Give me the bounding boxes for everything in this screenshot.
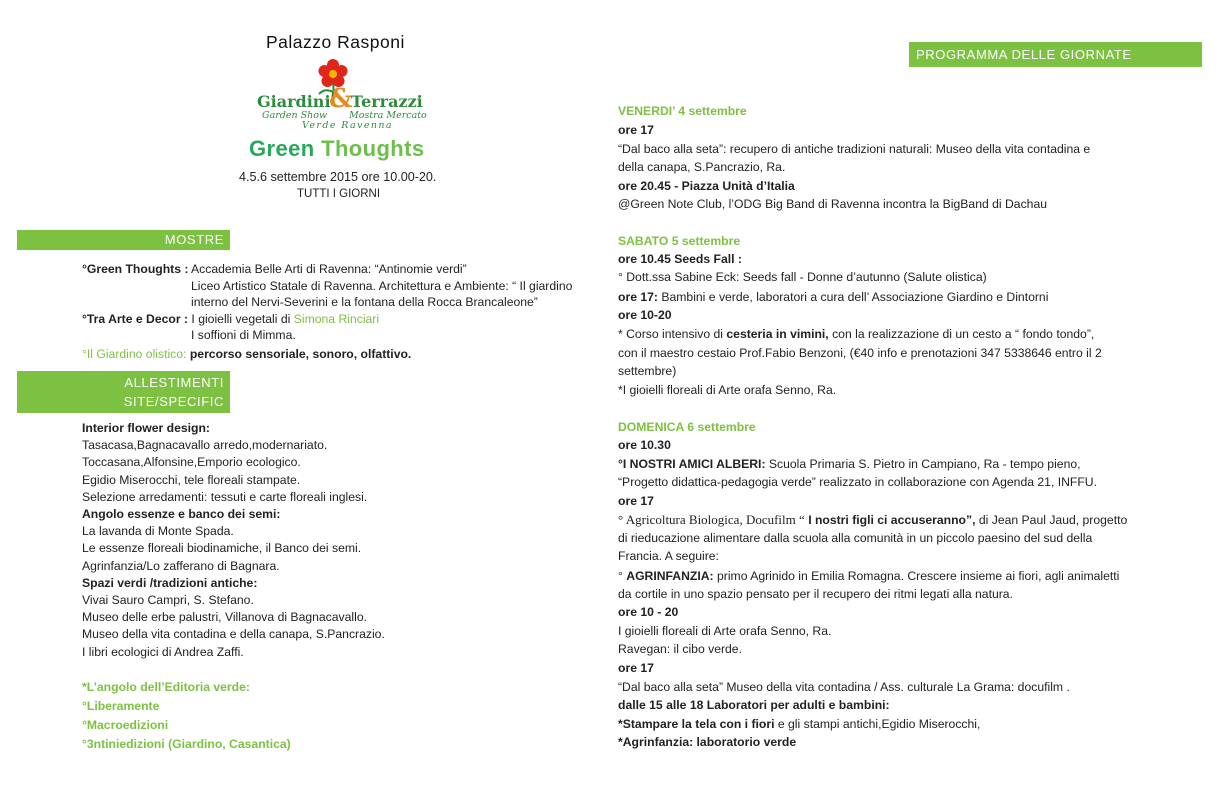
allestimenti-list: [82, 420, 385, 661]
program-line: dalle 15 alle 18 Laboratori per adulti e bambini:: [618, 698, 890, 712]
editoria-item: °Macroedizioni: [82, 718, 169, 732]
allestimenti-item: Egidio Miserocchi, tele floreali stampate.: [82, 472, 301, 487]
program-line: con il maestro cestaio Prof.Fabio Benzoni, (€40 info e prenotazioni 347 5338646 entro il 2: [618, 346, 1102, 360]
mostre-line: Liceo Artistico Statale di Ravenna. Architettura e Ambiente: “ Il giardino: [191, 279, 573, 293]
program-text-inline: Scuola Primaria S. Pietro in Campiano, Ra - tempo pieno,: [768, 457, 1081, 471]
program-line: [618, 567, 1119, 585]
program-text-inline: °: [618, 569, 623, 583]
program-time: ore 20.45 - Piazza Unità d’Italia: [618, 179, 795, 193]
day-heading-venerdi: VENERDI’ 4 settembre: [618, 104, 747, 118]
program-line: “Dal baco alla seta” Museo della vita contadina / Ass. culturale La Grama: docufilm .: [618, 680, 1070, 694]
program-time-inline: ore 17:: [618, 290, 658, 304]
logo-sub-verde-ravenna: Verde Ravenna: [302, 120, 393, 131]
program-time: ore 10 - 20: [618, 605, 679, 619]
program-highlight-inline: °I NOSTRI AMICI ALBERI:: [618, 457, 766, 471]
program-line: @Green Note Club, l’ODG Big Band di Ravenna incontra la BigBand di Dachau: [618, 197, 1048, 211]
mostre-green-thoughts-label: °Green Thoughts :: [82, 262, 189, 276]
program-text-inline: primo Agrinido in Emilia Romagna. Crescere insieme ai fiori, agli animaletti: [717, 569, 1120, 583]
section-header-programma: [909, 42, 1202, 67]
mostre-line: Accademia Belle Arti di Ravenna: “Antinomie verdi”: [191, 262, 467, 276]
section-header-mostre-label: MOSTRE: [164, 232, 224, 247]
editoria-list: [82, 678, 291, 754]
logo-sub-mostra-mercato: Mostra Mercato: [349, 110, 427, 121]
allestimenti-item: Spazi verdi /tradizioni antiche:: [82, 575, 258, 590]
mostre-giardino-olistico-label: °Il Giardino olistico:: [82, 347, 187, 361]
program-line: ° Dott.ssa Sabine Eck: Seeds fall - Donne d’autunno (Salute olistica): [618, 270, 987, 284]
program-line: Francia. A seguire:: [618, 549, 719, 563]
program-line: Ravegan: il cibo verde.: [618, 642, 742, 656]
allestimenti-item: Toccasana,Alfonsine,Emporio ecologico.: [82, 455, 301, 470]
program-line: [618, 455, 1081, 473]
section-header-programma-label: PROGRAMMA DELLE GIORNATE: [916, 47, 1132, 62]
program-line: I gioielli floreali di Arte orafa Senno, Ra.: [618, 624, 832, 638]
program-line: [618, 325, 1094, 343]
allestimenti-item: Vivai Sauro Campri, S. Stefano.: [82, 593, 254, 608]
program-time: ore 10.30: [618, 438, 671, 452]
program-time: ore 17: [618, 494, 654, 508]
venue-title: Palazzo Rasponi: [266, 32, 405, 52]
program-highlight-inline: *Stampare la tela con i fiori: [618, 717, 775, 731]
mostre-line: interno del Nervi-Severini e la fontana della Rocca Brancaleone”: [191, 295, 538, 309]
logo-ampersand: &: [329, 84, 353, 114]
mostre-giardino-olistico-text: percorso sensoriale, sonoro, olfattivo.: [189, 347, 412, 361]
section-header-allestimenti: [17, 371, 230, 413]
mostre-artist-name: Simona Rinciari: [293, 312, 380, 326]
allestimenti-item: Museo della vita contadina e della canapa, S.Pancrazio.: [82, 627, 385, 642]
section-header-allestimenti-line1: ALLESTIMENTI: [124, 375, 224, 390]
event-title-thoughts: Thoughts: [321, 136, 425, 161]
every-day-label: TUTTI I GIORNI: [297, 188, 381, 200]
editoria-heading: *L’angolo dell’Editoria verde:: [82, 680, 250, 694]
program-time: ore 10.45 Seeds Fall :: [618, 252, 742, 266]
allestimenti-item: Museo delle erbe palustri, Villanova di Bagnacavallo.: [82, 610, 368, 625]
giardini-terrazzi-logo: [257, 58, 427, 134]
program-line: [618, 288, 1048, 306]
program-line: della canapa, S.Pancrazio, Ra.: [618, 160, 786, 174]
program-line: da cortile in uno spazio pensato per il recupero dei ritmi legati alla natura.: [618, 587, 1013, 601]
mostre-line: [82, 345, 411, 363]
allestimenti-item: Selezione arredamenti: tessuti e carte floreali inglesi.: [82, 489, 368, 504]
program-line: *Agrinfanzia: laboratorio verde: [618, 735, 797, 749]
logo-word-terrazzi: Terrazzi: [351, 92, 423, 111]
allestimenti-item: Le essenze floreali biodinamiche, il Banco dei semi.: [82, 541, 362, 556]
mostre-arte-decor-label: °Tra Arte e Decor :: [82, 312, 189, 326]
allestimenti-item: Agrinfanzia/Lo zafferano di Bagnara.: [82, 558, 280, 573]
event-title-green: Green: [249, 136, 315, 161]
program-line: “Progetto didattica-pedagogia verde” realizzato in collaborazione con Agenda 21, INFFU.: [618, 475, 1097, 489]
program-highlight-inline: AGRINFANZIA:: [626, 569, 714, 583]
allestimenti-item: Interior flower design:: [82, 421, 210, 435]
allestimenti-item: I libri ecologici di Andrea Zaffi.: [82, 644, 244, 659]
editoria-item: °3ntiniedizioni (Giardino, Casantica): [82, 737, 291, 751]
editoria-item: °Liberamente: [82, 699, 160, 713]
program-highlight-inline: I nostri figli ci accuseranno”,: [808, 513, 976, 527]
program-time: ore 17: [618, 123, 654, 137]
logo-word-giardini: Giardini: [257, 92, 331, 111]
allestimenti-item: Angolo essenze e banco dei semi:: [82, 507, 281, 522]
event-dates: 4.5.6 settembre 2015 ore 10.00-20.: [239, 170, 437, 184]
mostre-line: I soffioni di Mimma.: [191, 328, 296, 342]
program-text-inline: con la realizzazione di un cesto a “ fondo tondo”,: [832, 327, 1095, 341]
mostre-gioielli-text: I gioielli vegetali di: [191, 312, 291, 326]
program-line: di rieducazione alimentare dalla scuola alla comunità in un piccolo paesino del sud della: [618, 531, 1093, 545]
logo-sub-garden-show: Garden Show: [262, 110, 328, 121]
program-text-inline: di Jean Paul Jaud, progetto: [978, 513, 1128, 527]
program-line: [618, 715, 980, 733]
program-line: “Dal baco alla seta”: recupero di antiche tradizioni naturali: Museo della vita contadina e: [618, 142, 1091, 156]
program-line: settembre): [618, 364, 677, 378]
program-text-inline: Bambini e verde, laboratori a cura dell’ Associazione Giardino e Dintorni: [661, 290, 1049, 304]
program-time: ore 10-20: [618, 308, 672, 322]
day-heading-domenica: DOMENICA 6 settembre: [618, 420, 756, 434]
allestimenti-item: Tasacasa,Bagnacavallo arredo,modernariato.: [82, 438, 328, 453]
program-text-inline: * Corso intensivo di: [618, 327, 723, 341]
program-text-inline: e gli stampi antichi,Egidio Miserocchi,: [777, 717, 981, 731]
program-highlight-inline: cesteria in vimini,: [726, 327, 829, 341]
program-line: [618, 511, 1127, 529]
allestimenti-item: La lavanda di Monte Spada.: [82, 524, 234, 539]
program-time: ore 17: [618, 661, 654, 675]
event-title: [249, 136, 425, 162]
section-header-allestimenti-line2: SITE/SPECIFIC: [123, 394, 224, 409]
program-line: *I gioielli floreali di Arte orafa Senno, Ra.: [618, 383, 837, 397]
day-heading-sabato: SABATO 5 settembre: [618, 234, 741, 248]
section-header-mostre: [17, 230, 230, 250]
program-text-inline: ° Agricoltura Biologica, Docufilm “: [618, 512, 805, 527]
